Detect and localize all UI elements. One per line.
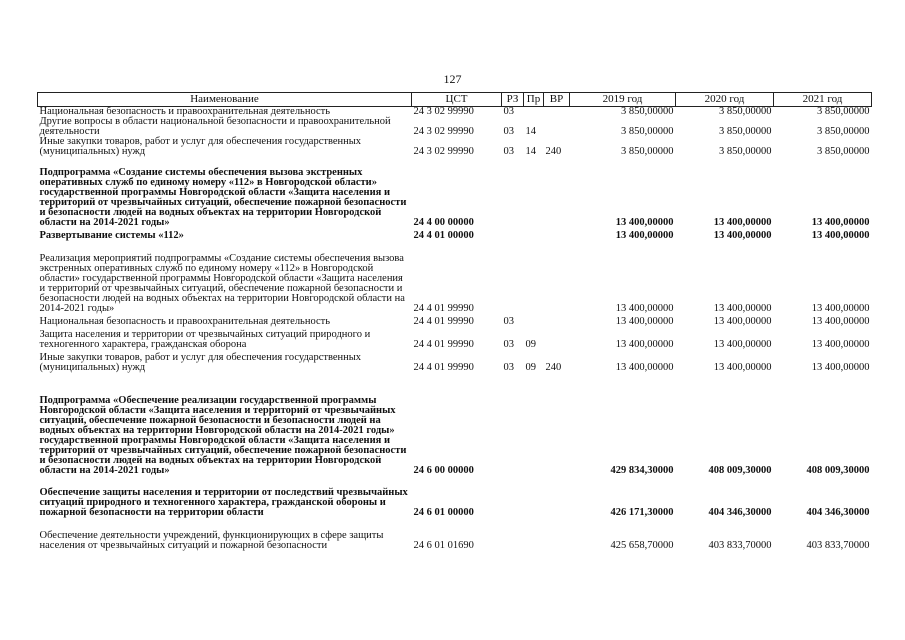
row-2019: 429 834,30000: [610, 465, 674, 476]
row-pr: [524, 228, 544, 241]
row-vr: 240: [545, 146, 562, 157]
row-cst: 24 4 01 99990: [413, 339, 474, 350]
header-2019: 2019 год: [570, 93, 676, 107]
header-pr: Пр: [524, 93, 544, 107]
header-row: [38, 93, 872, 107]
row-vr: [544, 157, 570, 228]
row-vr: [544, 117, 570, 137]
row-pr: [524, 241, 544, 314]
row-2020: 3 850,00000: [719, 146, 772, 157]
header-name: Наименование: [38, 93, 412, 107]
row-name: Обеспечение защиты населения и территории от последствий чрезвычайных ситуаций природного и техногенного характера, гражданской обороны и пожарной безопасности на территории области: [39, 487, 408, 518]
row-2020: 403 833,70000: [708, 540, 772, 551]
table-row: [38, 117, 872, 137]
table-row: [38, 137, 872, 157]
budget-table: [37, 92, 872, 551]
row-rz: [502, 518, 524, 551]
row-2020: 408 009,30000: [708, 465, 772, 476]
row-pr: 14: [525, 126, 536, 137]
row-rz: 03: [503, 316, 514, 327]
row-rz: [502, 241, 524, 314]
row-2019: 3 850,00000: [621, 126, 674, 137]
row-2019: 13 400,00000: [615, 316, 674, 327]
row-2021: 13 400,00000: [811, 339, 870, 350]
row-rz: 03: [503, 126, 514, 137]
row-pr: 09: [525, 339, 536, 350]
row-name: Развертывание системы «112»: [39, 230, 184, 241]
row-pr: [524, 157, 544, 228]
row-name: Иные закупки товаров, работ и услуг для обеспечения государственных (муниципальных) нужд: [39, 352, 362, 373]
table-row: [38, 241, 872, 314]
row-2019: 425 658,70000: [610, 540, 674, 551]
row-2021: 3 850,00000: [817, 106, 870, 117]
row-rz: 03: [503, 146, 514, 157]
header-rz: РЗ: [502, 93, 524, 107]
row-vr: [544, 373, 570, 476]
row-rz: [502, 373, 524, 476]
table-row-subprogram: [38, 228, 872, 241]
row-name: Национальная безопасность и правоохранительная деятельность: [39, 316, 331, 327]
row-pr: [524, 476, 544, 518]
row-pr: 14: [525, 146, 536, 157]
row-cst: 24 4 01 99990: [413, 303, 474, 314]
table-row: [38, 314, 872, 327]
row-2019: 13 400,00000: [615, 230, 674, 241]
row-vr: 240: [545, 362, 562, 373]
row-2021: 408 009,30000: [806, 465, 870, 476]
row-2020: 404 346,30000: [708, 507, 772, 518]
row-vr: [544, 241, 570, 314]
row-name: Защита населения и территории от чрезвычайных ситуаций природного и техногенного характера, гражданская оборона: [39, 329, 371, 350]
header-2020: 2020 год: [676, 93, 774, 107]
row-cst: 24 3 02 99990: [413, 106, 474, 117]
row-2021: 3 850,00000: [817, 126, 870, 137]
row-name: Подпрограмма «Обеспечение реализации государственной программы Новгородской области «Защита населения и территорий от чрезвычайных ситуаций, обеспечение пожарной безопасности и безопасности людей на водных объектах на территории Новгородской области на 2014-2021 годы» государственной программы Новгородской области «Защита населения и территорий от чрезвычайных ситуаций, обеспечение пожарной безопасности и безопасности людей на водных объектах на территории Новгородской области на 2014-2021 годы»: [39, 395, 407, 476]
row-2019: 426 171,30000: [610, 507, 674, 518]
row-2020: 13 400,00000: [713, 217, 772, 228]
table-row: [38, 327, 872, 350]
row-vr: [544, 107, 570, 118]
row-2021: 13 400,00000: [811, 362, 870, 373]
row-rz: [502, 157, 524, 228]
row-2020: 13 400,00000: [713, 303, 772, 314]
table-row-subprogram: [38, 157, 872, 228]
row-2019: 13 400,00000: [615, 303, 674, 314]
row-cst: 24 6 01 00000: [413, 507, 474, 518]
row-2020: 13 400,00000: [713, 339, 772, 350]
row-name: Подпрограмма «Создание системы обеспечения вызова экстренных оперативных служб по единому номеру «112» в Новгородской области» государственной программы Новгородской области «Защита населения и территорий от чрезвычайных ситуаций, обеспечение пожарной безопасности и безопасности людей на водных объектах на территории Новгородской области на 2014-2021 годы»: [39, 167, 407, 228]
row-pr: [524, 373, 544, 476]
row-2020: 3 850,00000: [719, 106, 772, 117]
row-vr: [544, 518, 570, 551]
row-2021: 403 833,70000: [806, 540, 870, 551]
row-rz: [502, 228, 524, 241]
row-name: Другие вопросы в области национальной безопасности и правоохранительной деятельности: [39, 116, 391, 137]
table-row: [38, 518, 872, 551]
row-2019: 3 850,00000: [621, 146, 674, 157]
row-cst: 24 4 01 99990: [413, 362, 474, 373]
row-cst: 24 4 01 00000: [413, 230, 474, 241]
header-cst: ЦСТ: [412, 93, 502, 107]
row-cst: 24 4 01 99990: [413, 316, 474, 327]
row-pr: [524, 107, 544, 118]
row-2021: 13 400,00000: [811, 217, 870, 228]
row-cst: 24 3 02 99990: [413, 126, 474, 137]
row-name: Национальная безопасность и правоохранительная деятельность: [39, 106, 331, 117]
row-name: Обеспечение деятельности учреждений, функционирующих в сфере защиты населения от чрезвычайных ситуаций и пожарной безопасности: [39, 530, 384, 551]
table-row-subprogram: [38, 373, 872, 476]
row-2021: 404 346,30000: [806, 507, 870, 518]
row-pr: [524, 314, 544, 327]
row-vr: [544, 476, 570, 518]
row-cst: 24 4 00 00000: [413, 217, 474, 228]
row-2020: 13 400,00000: [713, 230, 772, 241]
table-row-subprogram: [38, 476, 872, 518]
row-rz: 03: [503, 339, 514, 350]
row-2019: 13 400,00000: [615, 217, 674, 228]
table-row: [38, 350, 872, 373]
row-cst: 24 6 01 01690: [413, 540, 474, 551]
header-vr: ВР: [544, 93, 570, 107]
row-name: Реализация мероприятий подпрограммы «Создание системы обеспечения вызова экстренных оперативных служб по единому номеру «112» в Новгородской области» государственной программы Новгородской области «Защита населения и территорий от чрезвычайных ситуаций, обеспечение пожарной безопасности и безопасности людей на водных объектах на территории Новгородской области на 2014-2021 годы»: [39, 253, 405, 314]
row-pr: 09: [525, 362, 536, 373]
row-2021: 13 400,00000: [811, 303, 870, 314]
page-number: 127: [443, 72, 462, 86]
row-rz: [502, 476, 524, 518]
row-2019: 3 850,00000: [621, 106, 674, 117]
row-rz: 03: [503, 362, 514, 373]
row-2020: 13 400,00000: [713, 316, 772, 327]
row-2021: 13 400,00000: [811, 316, 870, 327]
row-name: Иные закупки товаров, работ и услуг для обеспечения государственных (муниципальных) нужд: [39, 136, 362, 157]
row-vr: [544, 327, 570, 350]
row-vr: [544, 228, 570, 241]
row-2020: 3 850,00000: [719, 126, 772, 137]
row-cst: 24 3 02 99990: [413, 146, 474, 157]
row-cst: 24 6 00 00000: [413, 465, 474, 476]
row-2021: 3 850,00000: [817, 146, 870, 157]
header-2021: 2021 год: [774, 93, 872, 107]
row-2020: 13 400,00000: [713, 362, 772, 373]
row-2019: 13 400,00000: [615, 362, 674, 373]
row-vr: [544, 314, 570, 327]
row-2019: 13 400,00000: [615, 339, 674, 350]
row-rz: 03: [503, 106, 514, 117]
row-2021: 13 400,00000: [811, 230, 870, 241]
row-pr: [524, 518, 544, 551]
